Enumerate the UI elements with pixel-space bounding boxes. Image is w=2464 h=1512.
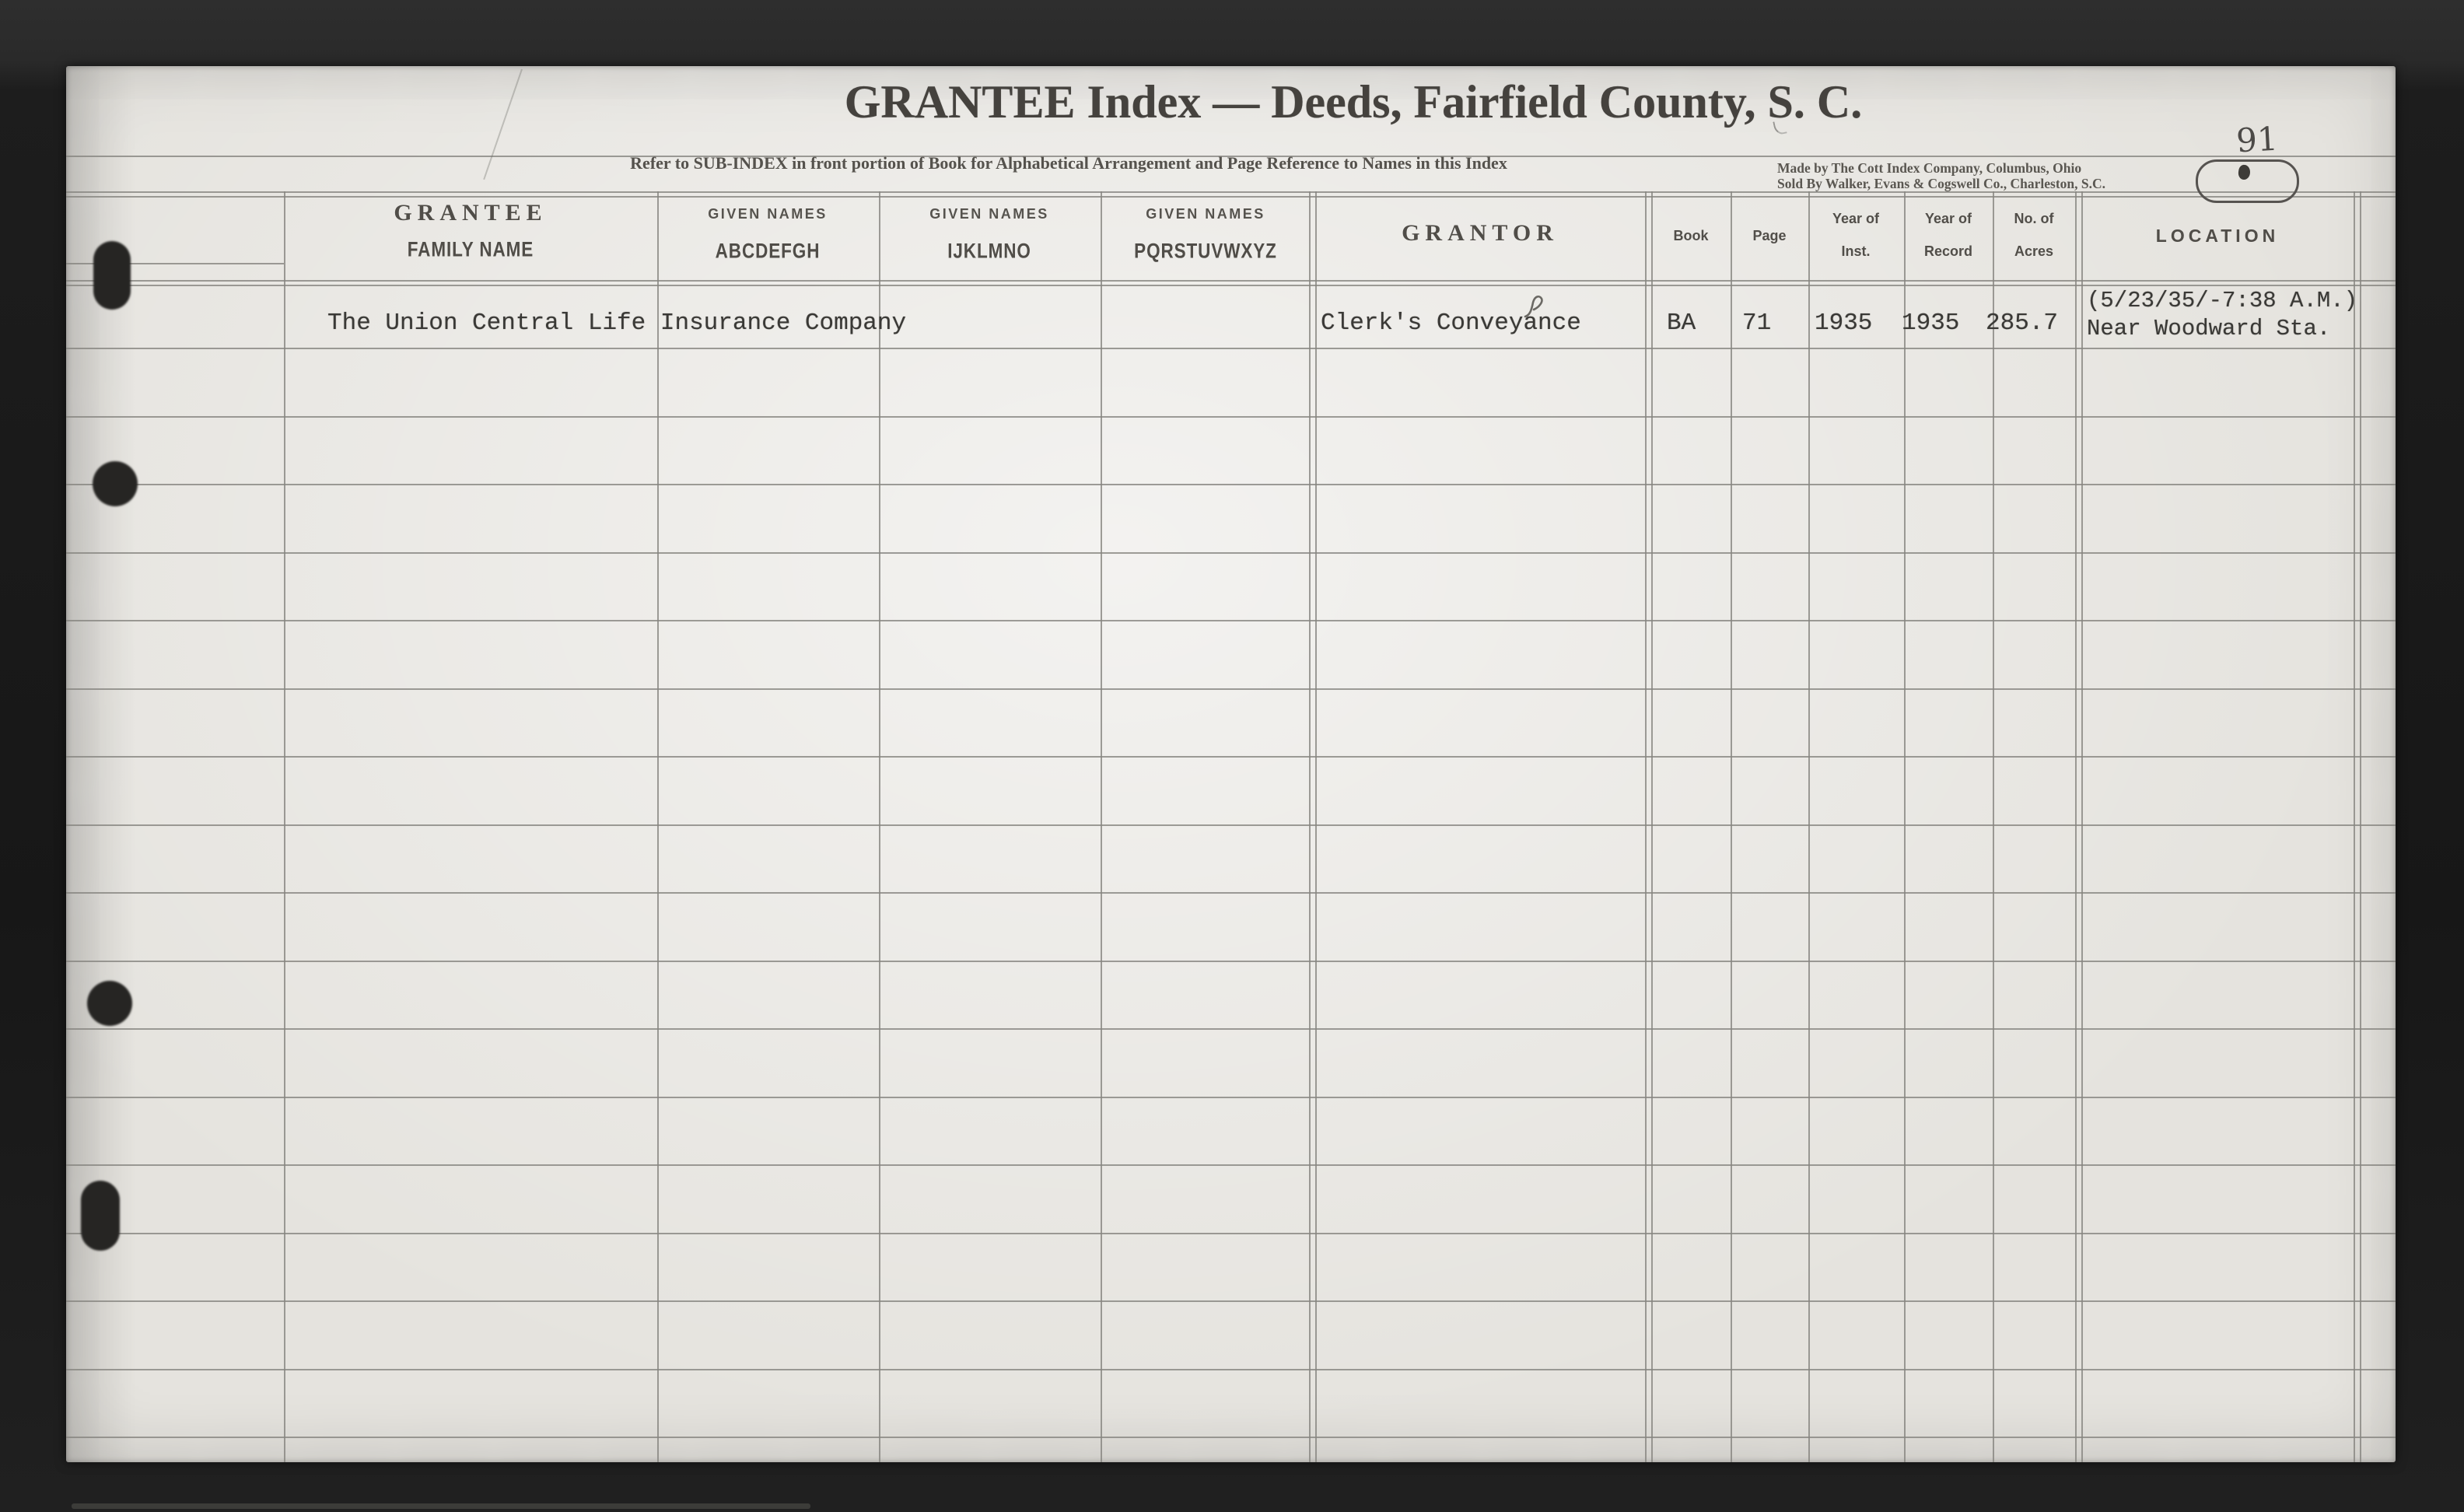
punch-hole-icon (93, 241, 131, 310)
ink-blot-icon (2238, 164, 2251, 180)
rule-line (66, 961, 2396, 962)
rule-line (1808, 191, 1810, 1462)
entry-acres: 285.7 (1986, 310, 2059, 337)
rule-line (2360, 191, 2361, 1462)
col-header-grantor: GRANTOR (1402, 220, 1559, 246)
rule-line (66, 1369, 2396, 1370)
punch-hole-icon (87, 981, 132, 1026)
entry-book: BA (1667, 310, 1696, 337)
col-header-given-names-3: GIVEN NAMES (1146, 206, 1265, 222)
entry-location-line1: (5/23/35/-7:38 A.M.) (2087, 288, 2358, 313)
col-header-abcdefgh: ABCDEFGH (715, 239, 821, 264)
col-header-year-record-1: Year of (1924, 211, 1972, 226)
rule-line (66, 348, 2396, 349)
rule-line (1315, 191, 1317, 1462)
rule-line (66, 552, 2396, 554)
rule-line (66, 1164, 2396, 1166)
rule-line (66, 1233, 2396, 1234)
rule-line (66, 484, 2396, 485)
col-header-year-record-2: Record (1923, 243, 1973, 259)
rule-line (66, 285, 2396, 286)
rule-line (284, 191, 285, 1462)
col-header-acres-1: No. of (2014, 211, 2054, 226)
rule-line (66, 280, 2396, 282)
adjacent-page-edge (72, 1503, 810, 1509)
stamp-oval-icon (2196, 159, 2299, 203)
rule-line (657, 191, 659, 1462)
col-header-page: Page (1752, 228, 1787, 243)
col-header-grantee: GRANTEE (394, 200, 548, 226)
rule-line (2354, 191, 2355, 1462)
col-header-year-inst-2: Inst. (1841, 243, 1871, 259)
col-header-location: LOCATION (2155, 226, 2280, 246)
rule-line (66, 1300, 2396, 1302)
rule-line (879, 191, 880, 1462)
rule-line (2075, 191, 2077, 1462)
rule-line (66, 756, 2396, 758)
page-subtitle: Refer to SUB-INDEX in front portion of Book for Alphabetical Arrangement and Page Reference to Names in this Index (630, 153, 1507, 173)
rule-line (66, 416, 2396, 418)
col-header-year-inst-1: Year of (1832, 211, 1880, 226)
maker-imprint-line1: Made by The Cott Index Company, Columbus, Ohio (1777, 160, 2082, 176)
col-header-pqrstuvwxyz: PQRSTUVWXYZ (1134, 239, 1277, 264)
rule-line (1993, 191, 1994, 1462)
rule-line (66, 892, 2396, 894)
rule-line (1309, 191, 1311, 1462)
punch-hole-icon (93, 461, 138, 506)
rule-line (1101, 191, 1102, 1462)
col-header-acres-2: Acres (2014, 243, 2054, 259)
col-header-ijklmno: IJKLMNO (947, 239, 1031, 264)
entry-year-record: 1935 (1902, 310, 1960, 337)
rule-line (66, 1437, 2396, 1438)
rule-line (1904, 191, 1906, 1462)
handwritten-mark-icon (1522, 293, 1550, 320)
col-header-given-names-2: GIVEN NAMES (929, 206, 1049, 222)
page-title: GRANTEE Index — Deeds, Fairfield County, S. C. (844, 76, 1863, 128)
entry-location-line2: Near Woodward Sta. (2087, 316, 2331, 341)
entry-year-inst: 1935 (1815, 310, 1873, 337)
rule-line (66, 620, 2396, 621)
rule-line (66, 196, 2396, 198)
ledger-page (66, 66, 2396, 1462)
col-header-given-names-1: GIVEN NAMES (708, 206, 828, 222)
rule-line (1731, 191, 1732, 1462)
maker-imprint (1777, 160, 2105, 191)
rule-line (66, 1097, 2396, 1098)
rule-line (66, 1028, 2396, 1030)
rule-line (66, 191, 2396, 193)
punch-hole-icon (81, 1181, 120, 1251)
col-header-family-name: FAMILY NAME (407, 237, 534, 262)
entry-family-name: The Union Central Life Insurance Company (327, 310, 907, 337)
entry-page: 71 (1742, 310, 1772, 337)
handwritten-page-number: 91 (2235, 119, 2279, 160)
rule-line (1651, 191, 1653, 1462)
rule-line (2081, 191, 2083, 1462)
rule-line (1645, 191, 1647, 1462)
col-header-book: Book (1673, 228, 1709, 243)
maker-imprint-line2: Sold By Walker, Evans & Cogswell Co., Charleston, S.C. (1777, 176, 2106, 191)
entry-grantor: Clerk's Conveyance (1321, 310, 1581, 337)
entry-location (2087, 287, 2357, 343)
rule-line (66, 688, 2396, 690)
rule-line (66, 824, 2396, 826)
